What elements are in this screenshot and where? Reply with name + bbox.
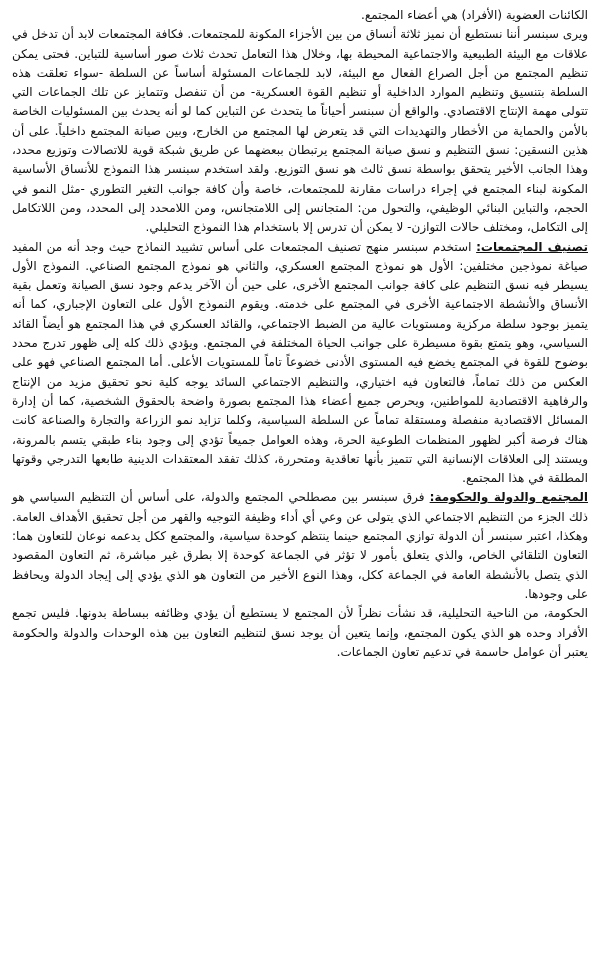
- paragraph-society-state: [12, 488, 588, 604]
- paragraph-government: [12, 604, 588, 662]
- paragraph-text: استخدم سبنسر منهج تصنيف المجتمعات على أساس تشييد النماذج حيث وجد أنه من المفيد صياغة نموذجين مختلفين: الأول هو نموذج المجتمع العسكري، والثاني هو نموذج المجتمع الصناعي. النموذج الأول يسيطر فيه نسق التنظيم على كافة جوانب المجتمع الأخرى، على حين أن الآخر يدعم وجود نسق الصيانة وتعمل بقية الأنساق والأنشطة الاجتماعية الأخرى في المجتمع على خدمته. ويقوم النموذج الأول على التعاون الإجباري، كما أنه يتميز بوجود سلطة مركزية ومستويات عالية من الضبط الاجتماعي، والقائد العسكري في هذا المجتمع هو أيضاً القائد السياسي، وهو يتمتع بقوة مسيطرة على جوانب الحياة المختلفة في المجتمع. ويؤدي ذلك كله إلى ظهور تدرج محدد بوضوح للقوة في المجتمع يخضع فيه المستوى الأدنى خضوعاً تاماً للمستويات الأعلى. أما المجتمع الصناعي فهو على العكس من ذلك تماماً، فالتعاون فيه اختياري، والتنظيم الاجتماعي السائد يوجه كلية نحو تحقيق مزيد من الإنتاج والرفاهية الاقتصادية للمواطنين، ويحرص جميع أعضاء هذا المجتمع بصورة واضحة بالحقوق الشخصية، كما أن إدارة المسائل الاقتصادية منفصلة ومستقلة تماماً عن السلطة السياسية، وكلما تزايد نمو الزراعة والتجارة والصناعة كانت هناك فرصة أكبر لظهور المنظمات الطوعية الحرة، وهذه العوامل جميعاً تؤدي إلى وجود بناء طبقي يتسم بالمرونة، ويستند إلى العلاقات الإنسانية التي تتميز بأنها تعاقدية ومتحررة، كذلك تفقد المعتقدات الدينية طابعها التدرجي وقوتها المطلقة في هذا المجتمع.: [12, 239, 588, 486]
- section-title: المجتمع والدولة والحكومة:: [429, 490, 589, 505]
- paragraph-text: الكائنات العضوية (الأفراد) هي أعضاء المجتمع.: [361, 8, 588, 22]
- paragraph-classification: [12, 238, 588, 489]
- section-title: تصنيف المجتمعات:: [476, 239, 588, 254]
- paragraph-text: الحكومة، من الناحية التحليلية، قد نشأت نظراً لأن المجتمع لا يستطيع أن يؤدي وظائفه ببساطة بدونها. فليس تجمع الأفراد وحده هو الذي يكون المجتمع، وإنما يتعين أن يوجد نسق لتنظيم التعاون بين هذه الوحدات والدولة والحكومة يعتبر أن عوامل حاسمة في تدعيم تعاون الجماعات.: [12, 606, 588, 659]
- paragraph-spencer-systems: [12, 25, 588, 237]
- paragraph-text: فرق سبنسر بين مصطلحي المجتمع والدولة، على أساس أن التنظيم السياسي هو ذلك الجزء من التنظيم الاجتماعي الذي يتولى عن وعي أي أداء وظيفة التوجيه والقهر من أجل تحقيق الأهداف العامة. وهكذا، اعتبر سبنسر أن الدولة توازي المجتمع حينما ينتظم كوحدة سياسية، والمجتمع ككل يدعمه نوعان للتعاون هما: التعاون التلقائي الخاص، والذي يتعلق بأمور لا تؤثر في الجماعة كوحدة إلا بطرق غير مباشرة، ثم التعاون المقصود الذي يتصل بالأنشطة العامة في الجماعة ككل، وهذا النوع الأخير من التعاون هو الذي يؤدي إلى إيجاد الدولة ويحافظ على وجودها.: [12, 490, 588, 601]
- paragraph-text: ويرى سبنسر أننا نستطيع أن نميز ثلاثة أنساق من بين الأجزاء المكونة للمجتمعات. فكافة المجتمعات لابد أن تدخل في علاقات مع البيئة الطبيعية والاجتماعية المحيطة بها، وخلال هذا التعامل تحدث ثلاث صور أساسية للتباين. فحتى يمكن تنظيم المجتمع من أجل الصراع الفعال مع البيئة، لابد للجماعات المسئولة أساساً عن السلطة -سواء تعلقت هذه السلطة بتنسيق وتنظيم الموارد الداخلية أو تنظيم القوة العسكرية- من أن تنفصل وتتمايز عن تلك الجماعات التي تتولى مهمة الإنتاج الاقتصادي. والواقع أن سبنسر أحياناً ما يتحدث عن التباين كما لو أنه يحدث بين المسئوليات الخاصة بالأمن والحماية من الأخطار والتهديدات التي قد يتعرض لها المجتمع من الخارج، وبين صيانة المجتمع داخلياً. على أن هذين النسقين: نسق التنظيم و نسق صيانة المجتمع يرتبطان ببعضهما عن طريق شبكة قوية للاتصالات وتوزيع محدد، وهذا الجانب الأخير يتحقق بواسطة نسق ثالث هو نسق التوزيع. ولقد استخدم سبنسر هذا النموذج للأنساق الأساسية المكونة لبناء المجتمع في إجراء دراسات مقارنة للمجتمعات، خاصة وأن كافة جوانب التغير التطوري -مثل النمو في الحجم، والتباين البنائي الوظيفي، والتحول من: المتجانس إلى اللامتجانس، ومن اللامحدد إلى المحدد، ومن اللاتكامل إلى التكامل، ومختلف حالات التوازن- لا يمكن أن تدرس إلا باستخدام هذا النموذج التحليلي.: [12, 27, 588, 235]
- paragraph-intro: [12, 6, 588, 25]
